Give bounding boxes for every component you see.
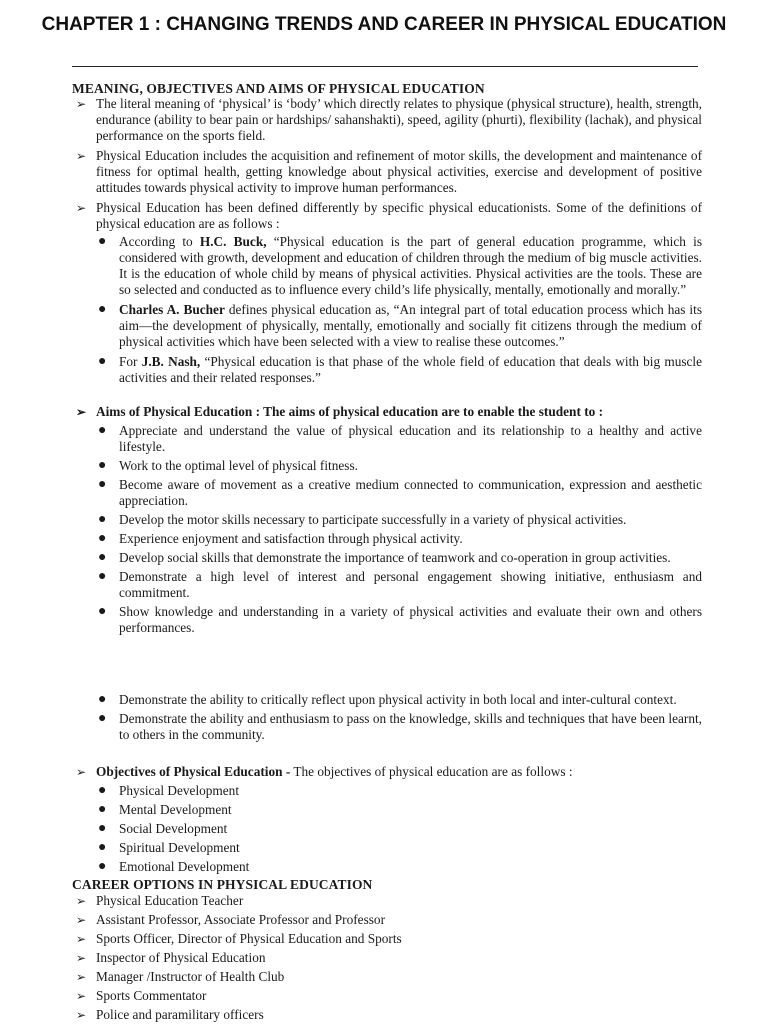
bullet-icon: ● xyxy=(98,531,107,546)
arrow-marker-icon: ➢ xyxy=(76,989,87,1003)
arrow-marker-icon: ➢ xyxy=(76,201,87,215)
objective-item: ● Social Development xyxy=(98,821,228,836)
meaning-paragraph-3: ➢ Physical Education has been defined differently by specific physical educationists. Some of the definitions of physical education are as follows : xyxy=(76,200,702,231)
objectives-heading: ➢ Objectives of Physical Education - The objectives of physical education are as follows : xyxy=(76,764,573,779)
objectives-block xyxy=(72,764,702,875)
definitions-list xyxy=(72,234,702,386)
aim-item: ● Show knowledge and understanding in a variety of physical activities and evaluate their own and others performances. xyxy=(98,604,702,635)
aim-item: ● Demonstrate a high level of interest and personal engagement showing initiative, enthusiasm and commitment. xyxy=(98,569,702,600)
aim-item: ● Experience enjoyment and satisfaction through physical activity. xyxy=(98,531,463,546)
bullet-icon: ● xyxy=(98,458,107,473)
arrow-marker-icon: ➢ xyxy=(76,951,87,965)
chapter-title: CHAPTER 1 : CHANGING TRENDS AND CAREER IN PHYSICAL EDUCATION xyxy=(41,14,727,35)
objective-item: ● Mental Development xyxy=(98,802,232,817)
bullet-icon: ● xyxy=(98,302,107,317)
bullet-icon: ● xyxy=(98,840,107,855)
bullet-icon: ● xyxy=(98,692,107,707)
meaning-paragraph-2: ➢ Physical Education includes the acquisition and refinement of motor skills, the development and maintenance of fitness for optimal health, getting knowledge about physical activities, exercise and development of positive attitudes towards physical activity to improve human performances. xyxy=(76,148,702,195)
meaning-paragraph-1: ➢ The literal meaning of ‘physical’ is ‘body’ which directly relates to physique (physical structure), health, strength, endurance (ability to bear pain or hardships/ sahanshakti), speed, agility (phurti), flexibility (lachak), and physical performance on the sports field. xyxy=(76,96,702,143)
arrow-marker-icon: ➢ xyxy=(76,913,87,927)
aims-block xyxy=(72,404,702,636)
arrow-marker-icon: ➢ xyxy=(76,149,87,163)
objective-item: ● Emotional Development xyxy=(98,859,250,874)
arrow-marker-icon: ➢ xyxy=(76,970,87,984)
aim-item: ● Develop the motor skills necessary to participate successfully in a variety of physical activities. xyxy=(98,512,627,527)
aim-item: ● Demonstrate the ability and enthusiasm to pass on the knowledge, skills and techniques that have been learnt, to others in the community. xyxy=(98,711,702,742)
career-item: ➢ Police and paramilitary officers xyxy=(76,1007,264,1022)
definition-item: ● Charles A. Bucher defines physical education as, “An integral part of total education process which has its aim—the development of physically, mentally, emotionally and socially fit citizens through the medium of physical activities which have been selected with a view to realise these outcomes.” xyxy=(98,302,702,349)
aims-continued-block xyxy=(72,692,702,743)
bullet-icon: ● xyxy=(98,604,107,619)
bullet-icon: ● xyxy=(98,354,107,369)
career-item: ➢ Sports Officer, Director of Physical Education and Sports xyxy=(76,931,402,946)
careers-list xyxy=(72,893,702,1023)
title-divider xyxy=(72,66,698,67)
career-item: ➢ Manager /Instructor of Health Club xyxy=(76,969,285,984)
bullet-icon: ● xyxy=(98,859,107,874)
career-item: ➢ Sports Commentator xyxy=(76,988,207,1003)
arrow-marker-icon: ➢ xyxy=(76,894,87,908)
aim-item: ● Work to the optimal level of physical fitness. xyxy=(98,458,358,473)
meaning-block xyxy=(72,96,702,232)
definition-item: ● According to H.C. Buck, “Physical education is the part of general education programme, which is considered with growth, development and education of children through the medium of big muscle activities. It is the education of whole child by means of physical activities. Physical activities are the tools. These are so selected and conducted as to influence every child’s life physically, mentally, emotionally and morally.” xyxy=(98,234,702,297)
aim-item: ● Appreciate and understand the value of physical education and its relationship to a healthy and active lifestyle. xyxy=(98,423,702,454)
bullet-icon: ● xyxy=(98,423,107,438)
bullet-icon: ● xyxy=(98,821,107,836)
aims-heading: ➢ Aims of Physical Education : The aims of physical education are to enable the student to : xyxy=(76,404,604,419)
arrow-marker-icon: ➢ xyxy=(76,405,87,419)
bullet-icon: ● xyxy=(98,477,107,492)
aim-item: ● Become aware of movement as a creative medium connected to communication, expression and aesthetic appreciation. xyxy=(98,477,702,508)
bullet-icon: ● xyxy=(98,234,107,249)
definition-item: ● For J.B. Nash, “Physical education is that phase of the whole field of education that deals with big muscle activities and their related responses.” xyxy=(98,354,703,385)
bullet-icon: ● xyxy=(98,550,107,565)
objective-item: ● Physical Development xyxy=(98,783,240,798)
aim-item: ● Demonstrate the ability to critically reflect upon physical activity in both local and inter-cultural context. xyxy=(98,692,677,707)
section-heading-careers: CAREER OPTIONS IN PHYSICAL EDUCATION xyxy=(72,877,373,892)
bullet-icon: ● xyxy=(98,802,107,817)
career-item: ➢ Inspector of Physical Education xyxy=(76,950,266,965)
arrow-marker-icon: ➢ xyxy=(76,97,87,111)
career-item: ➢ Assistant Professor, Associate Professor and Professor xyxy=(76,912,386,927)
bullet-icon: ● xyxy=(98,711,107,726)
bullet-icon: ● xyxy=(98,512,107,527)
objective-item: ● Spiritual Development xyxy=(98,840,240,855)
section-heading-meaning: MEANING, OBJECTIVES AND AIMS OF PHYSICAL EDUCATION xyxy=(72,81,485,96)
arrow-marker-icon: ➢ xyxy=(76,932,87,946)
bullet-icon: ● xyxy=(98,783,107,798)
arrow-marker-icon: ➢ xyxy=(76,765,87,779)
aim-item: ● Develop social skills that demonstrate the importance of teamwork and co-operation in group activities. xyxy=(98,550,671,565)
arrow-marker-icon: ➢ xyxy=(76,1008,87,1022)
career-item: ➢ Physical Education Teacher xyxy=(76,893,244,908)
bullet-icon: ● xyxy=(98,569,107,584)
